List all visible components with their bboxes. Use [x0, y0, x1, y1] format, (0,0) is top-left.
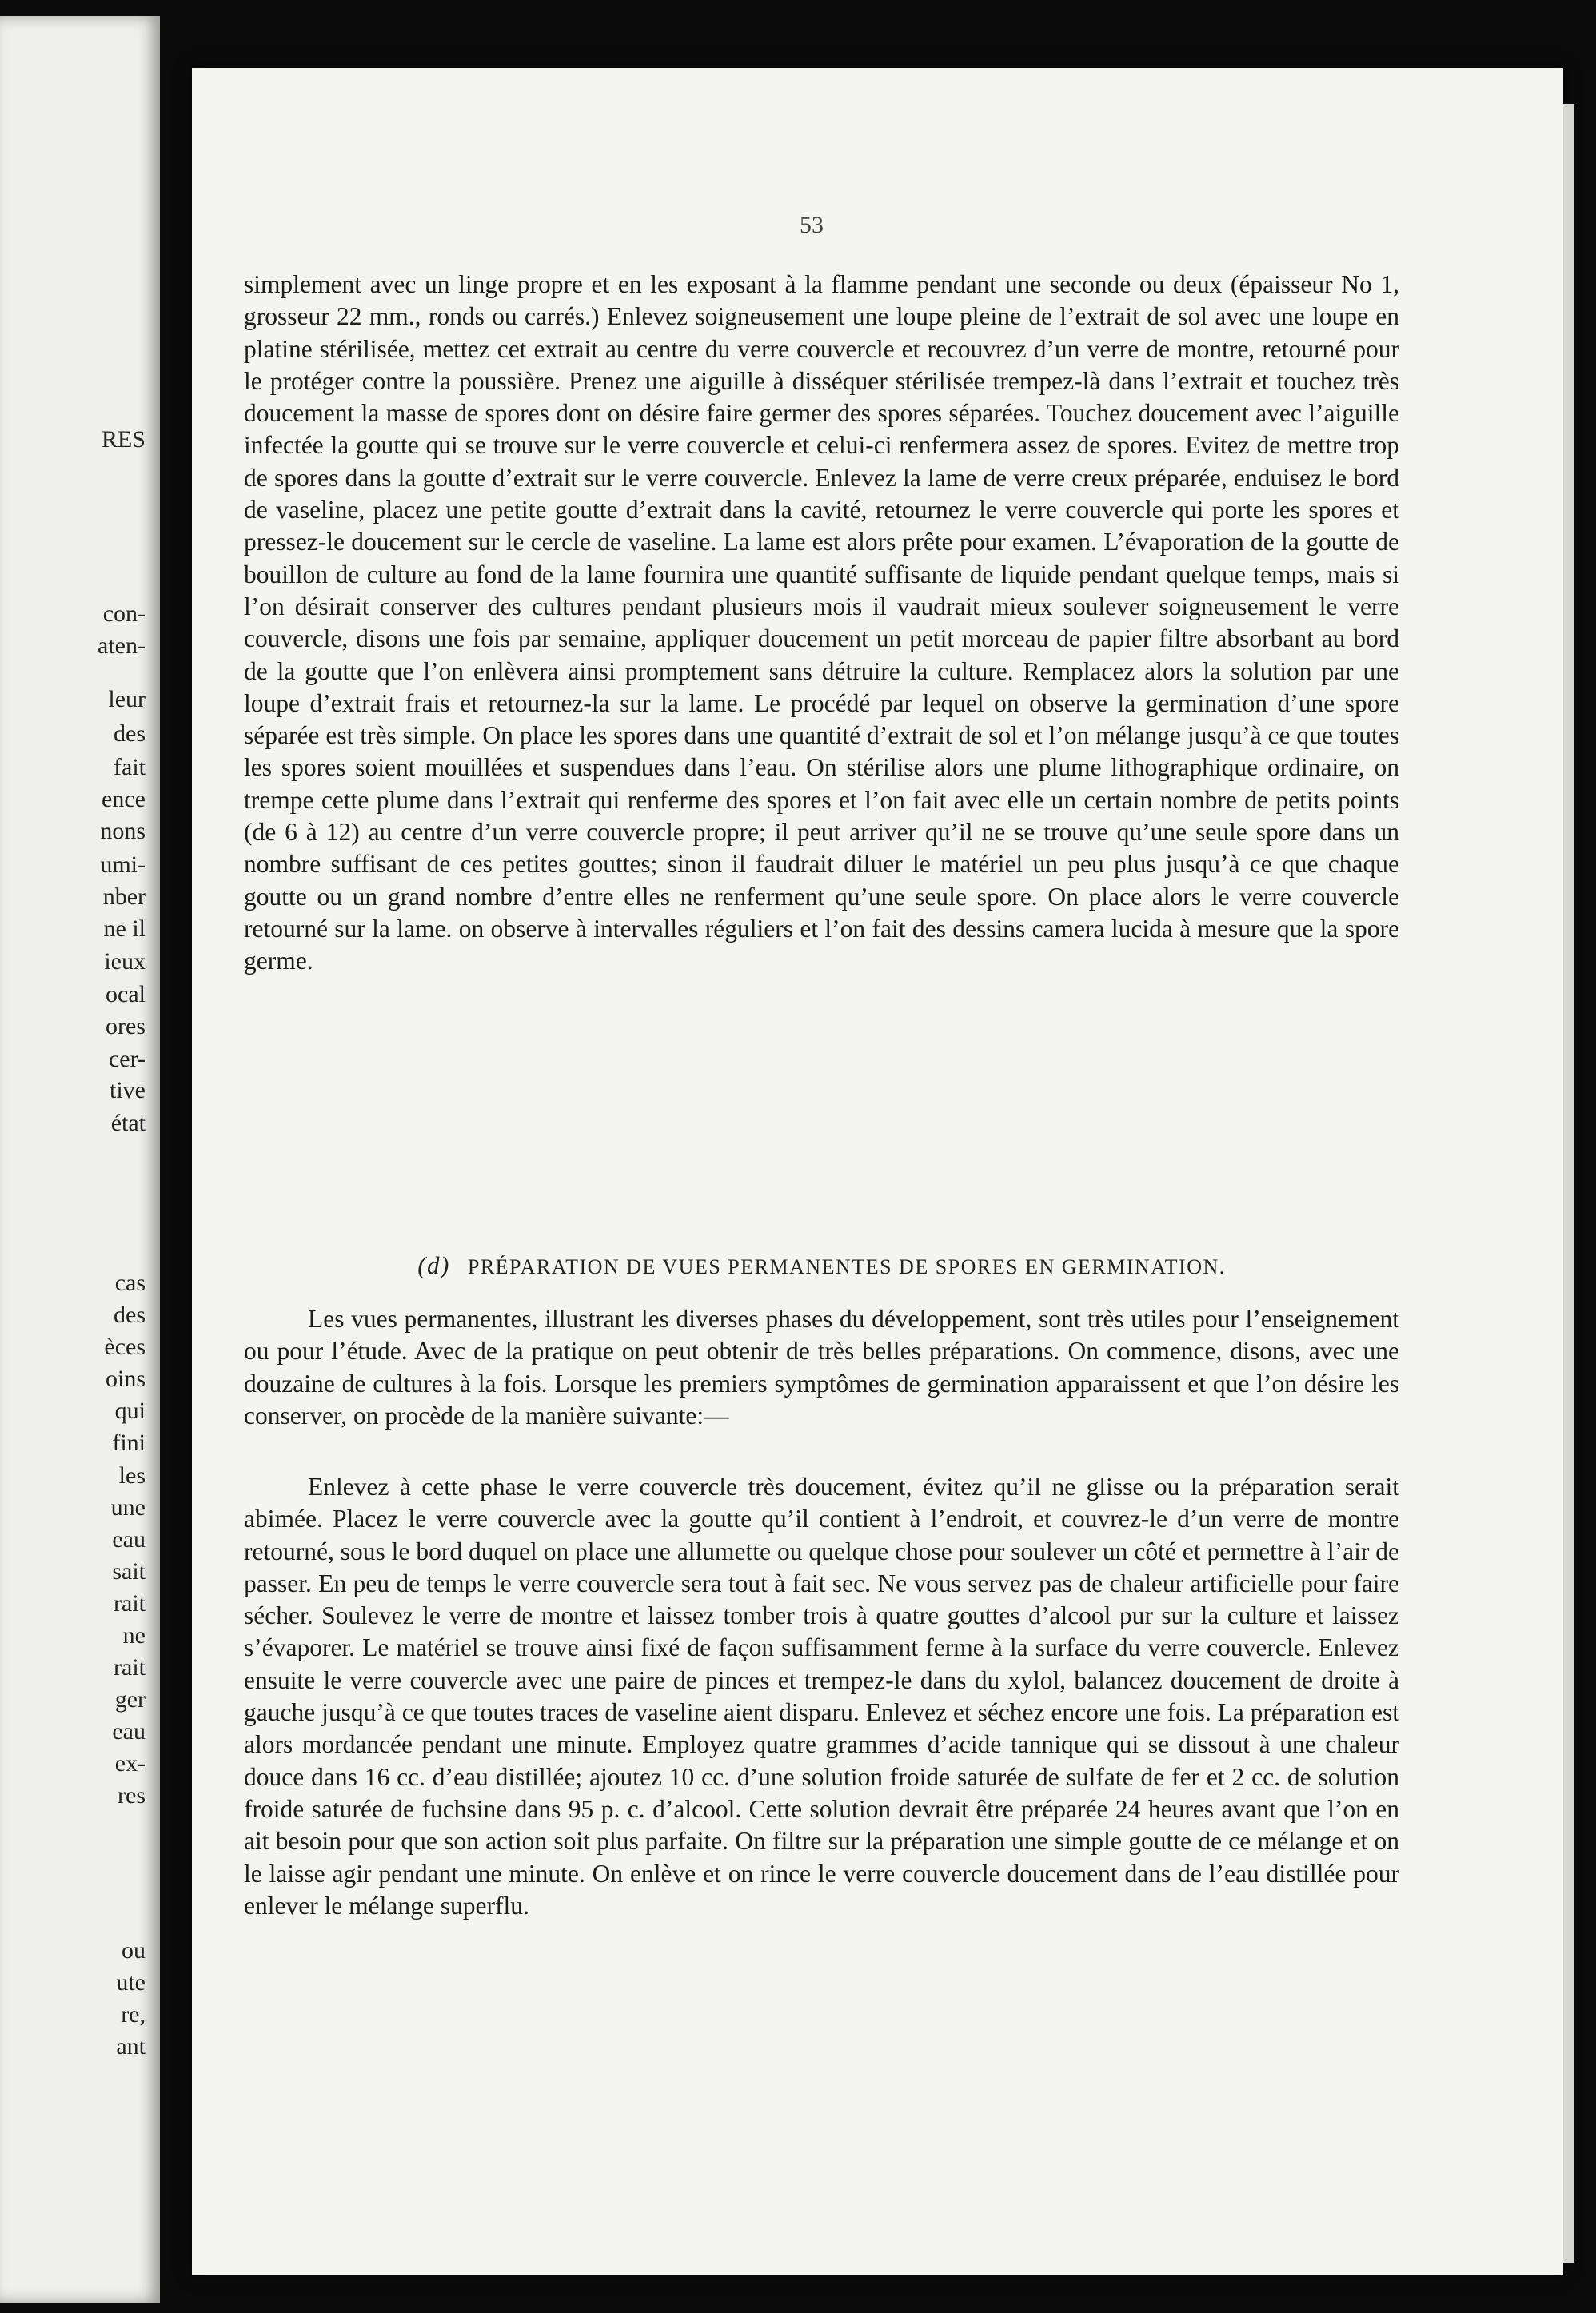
previous-page-fragment: cas — [114, 1270, 146, 1296]
previous-page-fragment: res — [118, 1782, 146, 1809]
previous-page-fragment: cer- — [108, 1046, 146, 1072]
body-paragraph-1 — [244, 269, 1399, 978]
paragraph-text: Enlevez à cette phase le verre couvercle très doucement, évitez qu’il ne glisse ou la préparation serait abimée. Placez le verre couvercle avec la goutte qu’il contient à l’endroit, et couvrez-le d’un verre de montre retourné, sous le bord duquel on place une allumette ou quelque chose pour soulever un côté et permettre à l’air de passer. En peu de temps le verre couvercle sera tout à fait sec. Ne vous servez pas de chaleur artificielle pour faire sécher. Soulevez le verre de montre et laissez tomber trois à quatre gouttes d’alcool pur sur la culture et laissez s’évaporer. Le matériel se trouve ainsi fixé de façon suffisamment ferme à la surface du verre couvercle. Enlevez ensuite le verre couvercle avec une paire de pinces et trempez-le dans du xylol, balancez doucement de droite à gauche jusqu’à ce que toutes traces de vaseline aient disparu. Enlevez et séchez encore une fois. La préparation est alors mordancée pendant une minute. Employez quatre grammes d’acide tannique qui se dissout à une chaleur douce dans 16 cc. d’eau distillée; ajoutez 10 cc. d’une solution froide saturée de sulfate de fer et 2 cc. de solution froide saturée de fuchsine dans 95 p. c. d’alcool. Cette solution devrait être préparée 24 heures avant que l’on en ait besoin pour que son action soit plus parfaite. On filtre sur la préparation une simple goutte de ce mélange et on le laisse agir pendant une minute. On enlève et on rince le verre couvercle doucement dans de l’eau distillée pour enlever le mélange superflu. — [244, 1473, 1399, 1920]
body-paragraph-3 — [244, 1471, 1399, 1922]
previous-page-fragment: leur — [108, 686, 146, 712]
previous-page-fragment: qui — [114, 1398, 146, 1424]
previous-page-fragment: ou — [122, 1937, 146, 1964]
previous-page-fragment: ieux — [104, 948, 146, 975]
previous-page-fragment: ence — [102, 786, 146, 812]
previous-page-fragment: ocal — [106, 981, 146, 1007]
previous-page-fragment: eau — [112, 1526, 146, 1553]
previous-page-fragment: con- — [102, 600, 146, 627]
previous-page-fragment: nber — [102, 883, 146, 910]
previous-page-fragment: rait — [114, 1654, 146, 1681]
previous-page-fragment: des — [114, 720, 146, 747]
paragraph-text: simplement avec un linge propre et en les exposant à la flamme pendant une seconde ou deux (épaisseur No 1, grosseur 22 mm., ronds ou carrés.) Enlevez soigneusement une loupe pleine de l’extrait de sol avec une loupe en platine stérilisée, mettez cet extrait au centre du verre couvercle et recouvrez d’un verre de montre, retourné pour le protéger contre la poussière. Prenez une aiguille à disséquer stérilisée trempez-là dans l’extrait et touchez très doucement la masse de spores dont on désire faire germer des spores séparées. Touchez doucement avec l’aiguille infectée la goutte qui se trouve sur le verre couvercle et celui-ci renfermera assez de spores. Evitez de mettre trop de spores dans la goutte d’extrait sur le verre couvercle. Enlevez la lame de verre creux préparée, enduisez le bord de vaseline, placez une petite goutte d’extrait dans la cavité, retournez le verre couvercle qui porte les spores et pressez-le doucement sur le cercle de vaseline. La lame est alors prête pour examen. L’évaporation de la goutte de bouillon de culture au fond de la lame fournira une quantité suffisante de liquide pendant quelque temps, mais si l’on désirait conserver des cultures pendant plusieurs mois il vaudrait mieux soulever soigneusement le verre couvercle, disons une fois par semaine, appliquer doucement un petit morceau de papier filtre absorbant au bord de la goutte que l’on enlèvera ainsi promptement sans détruire la culture. Remplacez alors la solution par une loupe d’extrait frais et retournez-la sur la lame. Le procédé par lequel on observe la germination d’une spore séparée est très simple. On place les spores dans une quantité d’extrait de sol et l’on mélange jusqu’à ce que toutes les spores soient mouillées et suspendues dans l’eau. On stérilise alors une plume lithographique ordinaire, on trempe cette plume dans l’extrait qui renferme des spores et l’on fait avec elle un certain nombre de petits points (de 6 à 12) au centre d’un verre couvercle propre; il peut arriver qu’il ne se trouve qu’une seule spore dans un nombre suffisant de ces petites gouttes; sinon il faudrait diluer le matériel un peu plus jusqu’à ce que chaque goutte ou un grand nombre d’entre elles ne renferment qu’une seule spore. On place alors le verre couvercle retourné sur la lame. on observe à intervalles réguliers et l’on fait des dessins camera lucida à mesure que la spore germe. — [244, 270, 1399, 975]
previous-page-fragment: umi- — [100, 851, 146, 878]
previous-page-fragment: des — [114, 1302, 146, 1328]
previous-page-fragment: sait — [112, 1558, 146, 1585]
section-heading — [244, 1251, 1399, 1280]
previous-page-fragment: tive — [110, 1077, 146, 1103]
previous-page-fragment: fini — [112, 1430, 146, 1456]
section-title: PRÉPARATION DE VUES PERMANENTES DE SPORES EN GERMINATION. — [467, 1255, 1226, 1278]
previous-page-fragment: rait — [114, 1590, 146, 1617]
previous-page-fragment: les — [118, 1462, 146, 1489]
previous-page-fragment: èces — [104, 1334, 146, 1360]
previous-page-fragment: état — [110, 1110, 146, 1136]
previous-page-fragment: ex- — [114, 1750, 146, 1777]
previous-page-fragment: fait — [114, 754, 146, 780]
previous-page-margin — [0, 16, 160, 2303]
previous-page-fragment: ute — [116, 1969, 146, 1996]
previous-page-fragment: aten- — [98, 632, 146, 659]
previous-page-fragment: ne — [122, 1622, 146, 1649]
paragraph-text: Les vues permanentes, illustrant les diverses phases du développement, sont très utiles pour l’enseignement ou pour l’étude. Avec de la pratique on peut obtenir de très belles préparations. On commence, disons, avec une douzaine de cultures à la fois. Lorsque les premiers symptômes de germination apparaissent et que l’on désire les conserver, on procède de la manière suivante:— — [244, 1305, 1399, 1430]
previous-page-fragment: oins — [105, 1366, 146, 1392]
section-letter: (d) — [417, 1251, 450, 1279]
page-edge — [1563, 104, 1574, 2263]
previous-page-fragment: nons — [100, 818, 146, 844]
previous-page-fragment: une — [110, 1494, 146, 1521]
page-number: 53 — [800, 212, 824, 238]
previous-page-fragment: eau — [112, 1718, 146, 1745]
previous-page-fragment: RES — [101, 426, 146, 453]
previous-page-fragment: ores — [106, 1013, 146, 1039]
previous-page-fragment: ne il — [103, 915, 146, 942]
previous-page-fragment: ger — [114, 1686, 146, 1713]
previous-page-fragment: re, — [121, 2001, 146, 2028]
previous-page-fragment: ant — [116, 2033, 146, 2060]
body-paragraph-2 — [244, 1303, 1399, 1432]
